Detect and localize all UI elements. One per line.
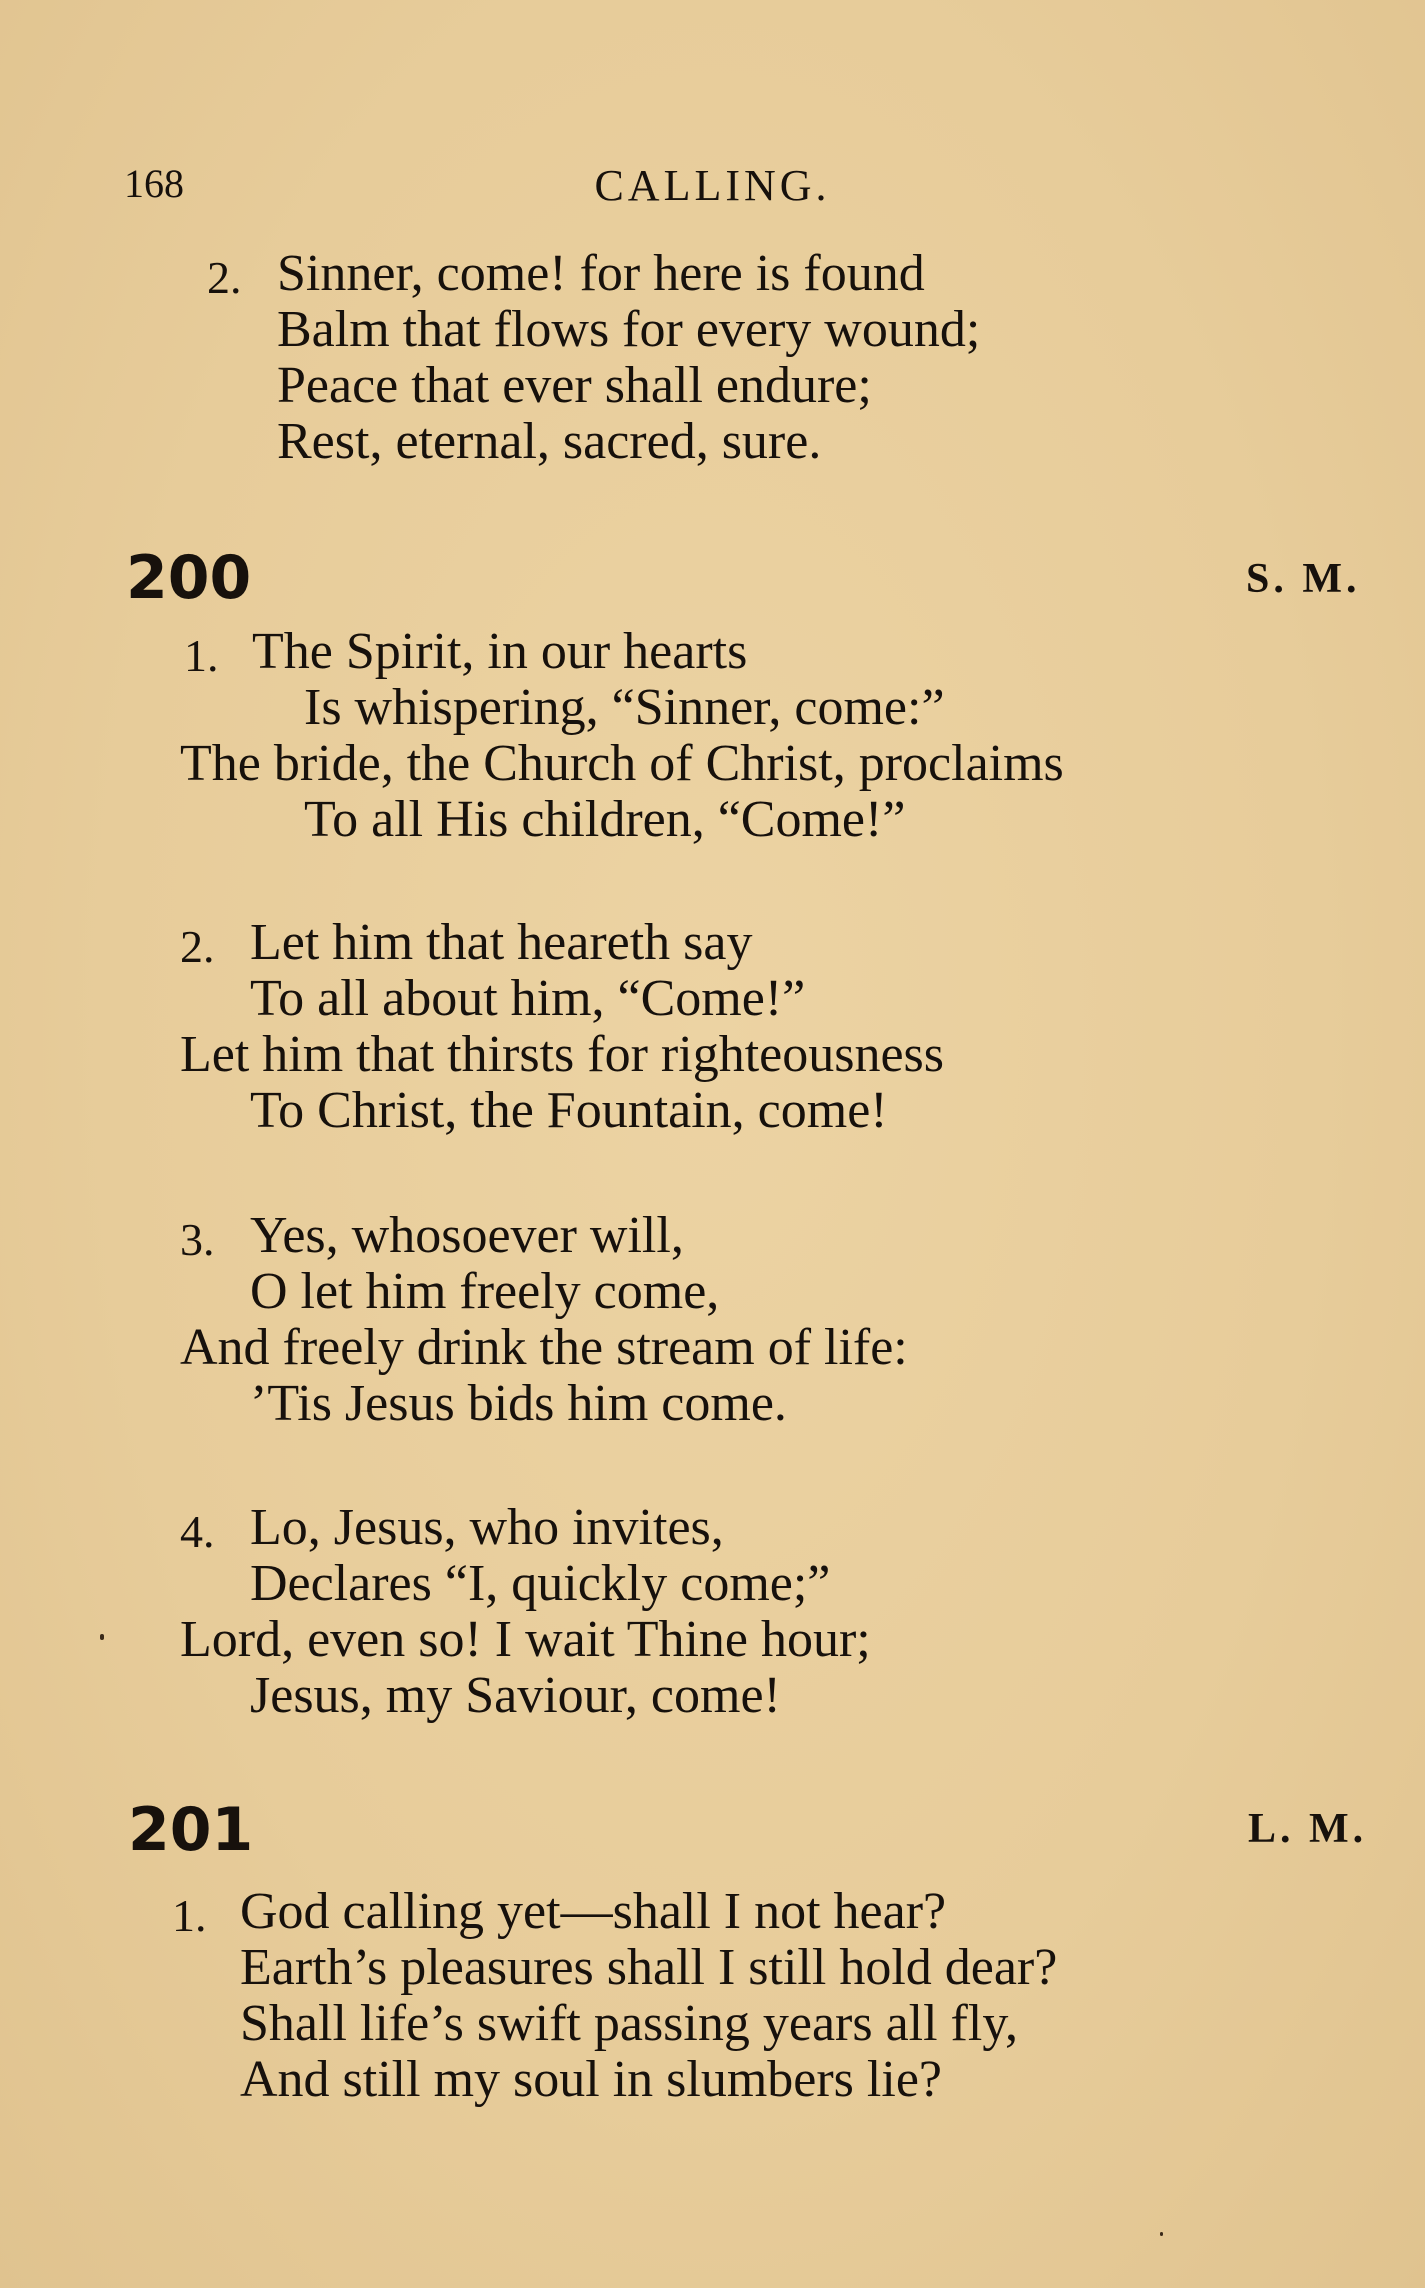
verse-line: ’Tis Jesus bids him come. [250, 1375, 787, 1432]
verse-line: Let him that thirsts for righteousness [180, 1026, 945, 1083]
hymn-meter: L. M. [1248, 1806, 1368, 1852]
stanza-number: 4. [180, 1506, 215, 1557]
page-number: 168 [124, 161, 184, 206]
verse-line: O let him freely come, [250, 1263, 720, 1320]
verse-line: The bride, the Church of Christ, proclaims [180, 735, 1064, 792]
running-title: CALLING. [594, 161, 831, 210]
stanza-number: 1. [172, 1890, 207, 1941]
verse-line: Peace that ever shall endure; [277, 357, 872, 414]
verse-line: Balm that flows for every wound; [277, 301, 981, 358]
page-header [0, 160, 1425, 216]
verse-line: Declares “I, quickly come;” [250, 1555, 831, 1612]
stanza-number: 3. [180, 1214, 215, 1265]
verse-line: The Spirit, in our hearts [252, 623, 748, 680]
stanza-number: 2. [180, 921, 215, 972]
verse-line: Sinner, come! for here is found [277, 245, 925, 302]
hymn-number: 200 [126, 543, 252, 613]
hymn-number: 201 [128, 1795, 254, 1865]
verse-line: God calling yet—shall I not hear? [240, 1883, 947, 1940]
verse-line: Let him that heareth say [250, 914, 753, 971]
verse-line: Jesus, my Saviour, come! [250, 1667, 781, 1724]
verse-line: Lo, Jesus, who invites, [250, 1499, 724, 1556]
stanza-number: 2. [207, 252, 242, 303]
verse-line: And still my soul in slumbers lie? [240, 2051, 942, 2108]
verse-line: Yes, whosoever will, [250, 1207, 684, 1264]
verse-line: To Christ, the Fountain, come! [250, 1082, 888, 1139]
ink-speck [1160, 2232, 1163, 2236]
verse-line: To all His children, “Come!” [304, 791, 906, 848]
hymn-meter: S. M. [1246, 556, 1361, 602]
verse-line: Shall life’s swift passing years all fly, [240, 1995, 1018, 2052]
verse-line: Earth’s pleasures shall I still hold dear? [240, 1939, 1058, 1996]
stanza-number: 1. [184, 630, 219, 681]
verse-line: Rest, eternal, sacred, sure. [277, 413, 822, 470]
verse-line: Lord, even so! I wait Thine hour; [180, 1611, 871, 1668]
ink-speck [100, 1634, 104, 1640]
verse-line: And freely drink the stream of life: [180, 1319, 908, 1376]
verse-line: To all about him, “Come!” [250, 970, 806, 1027]
verse-line: Is whispering, “Sinner, come:” [304, 679, 945, 736]
